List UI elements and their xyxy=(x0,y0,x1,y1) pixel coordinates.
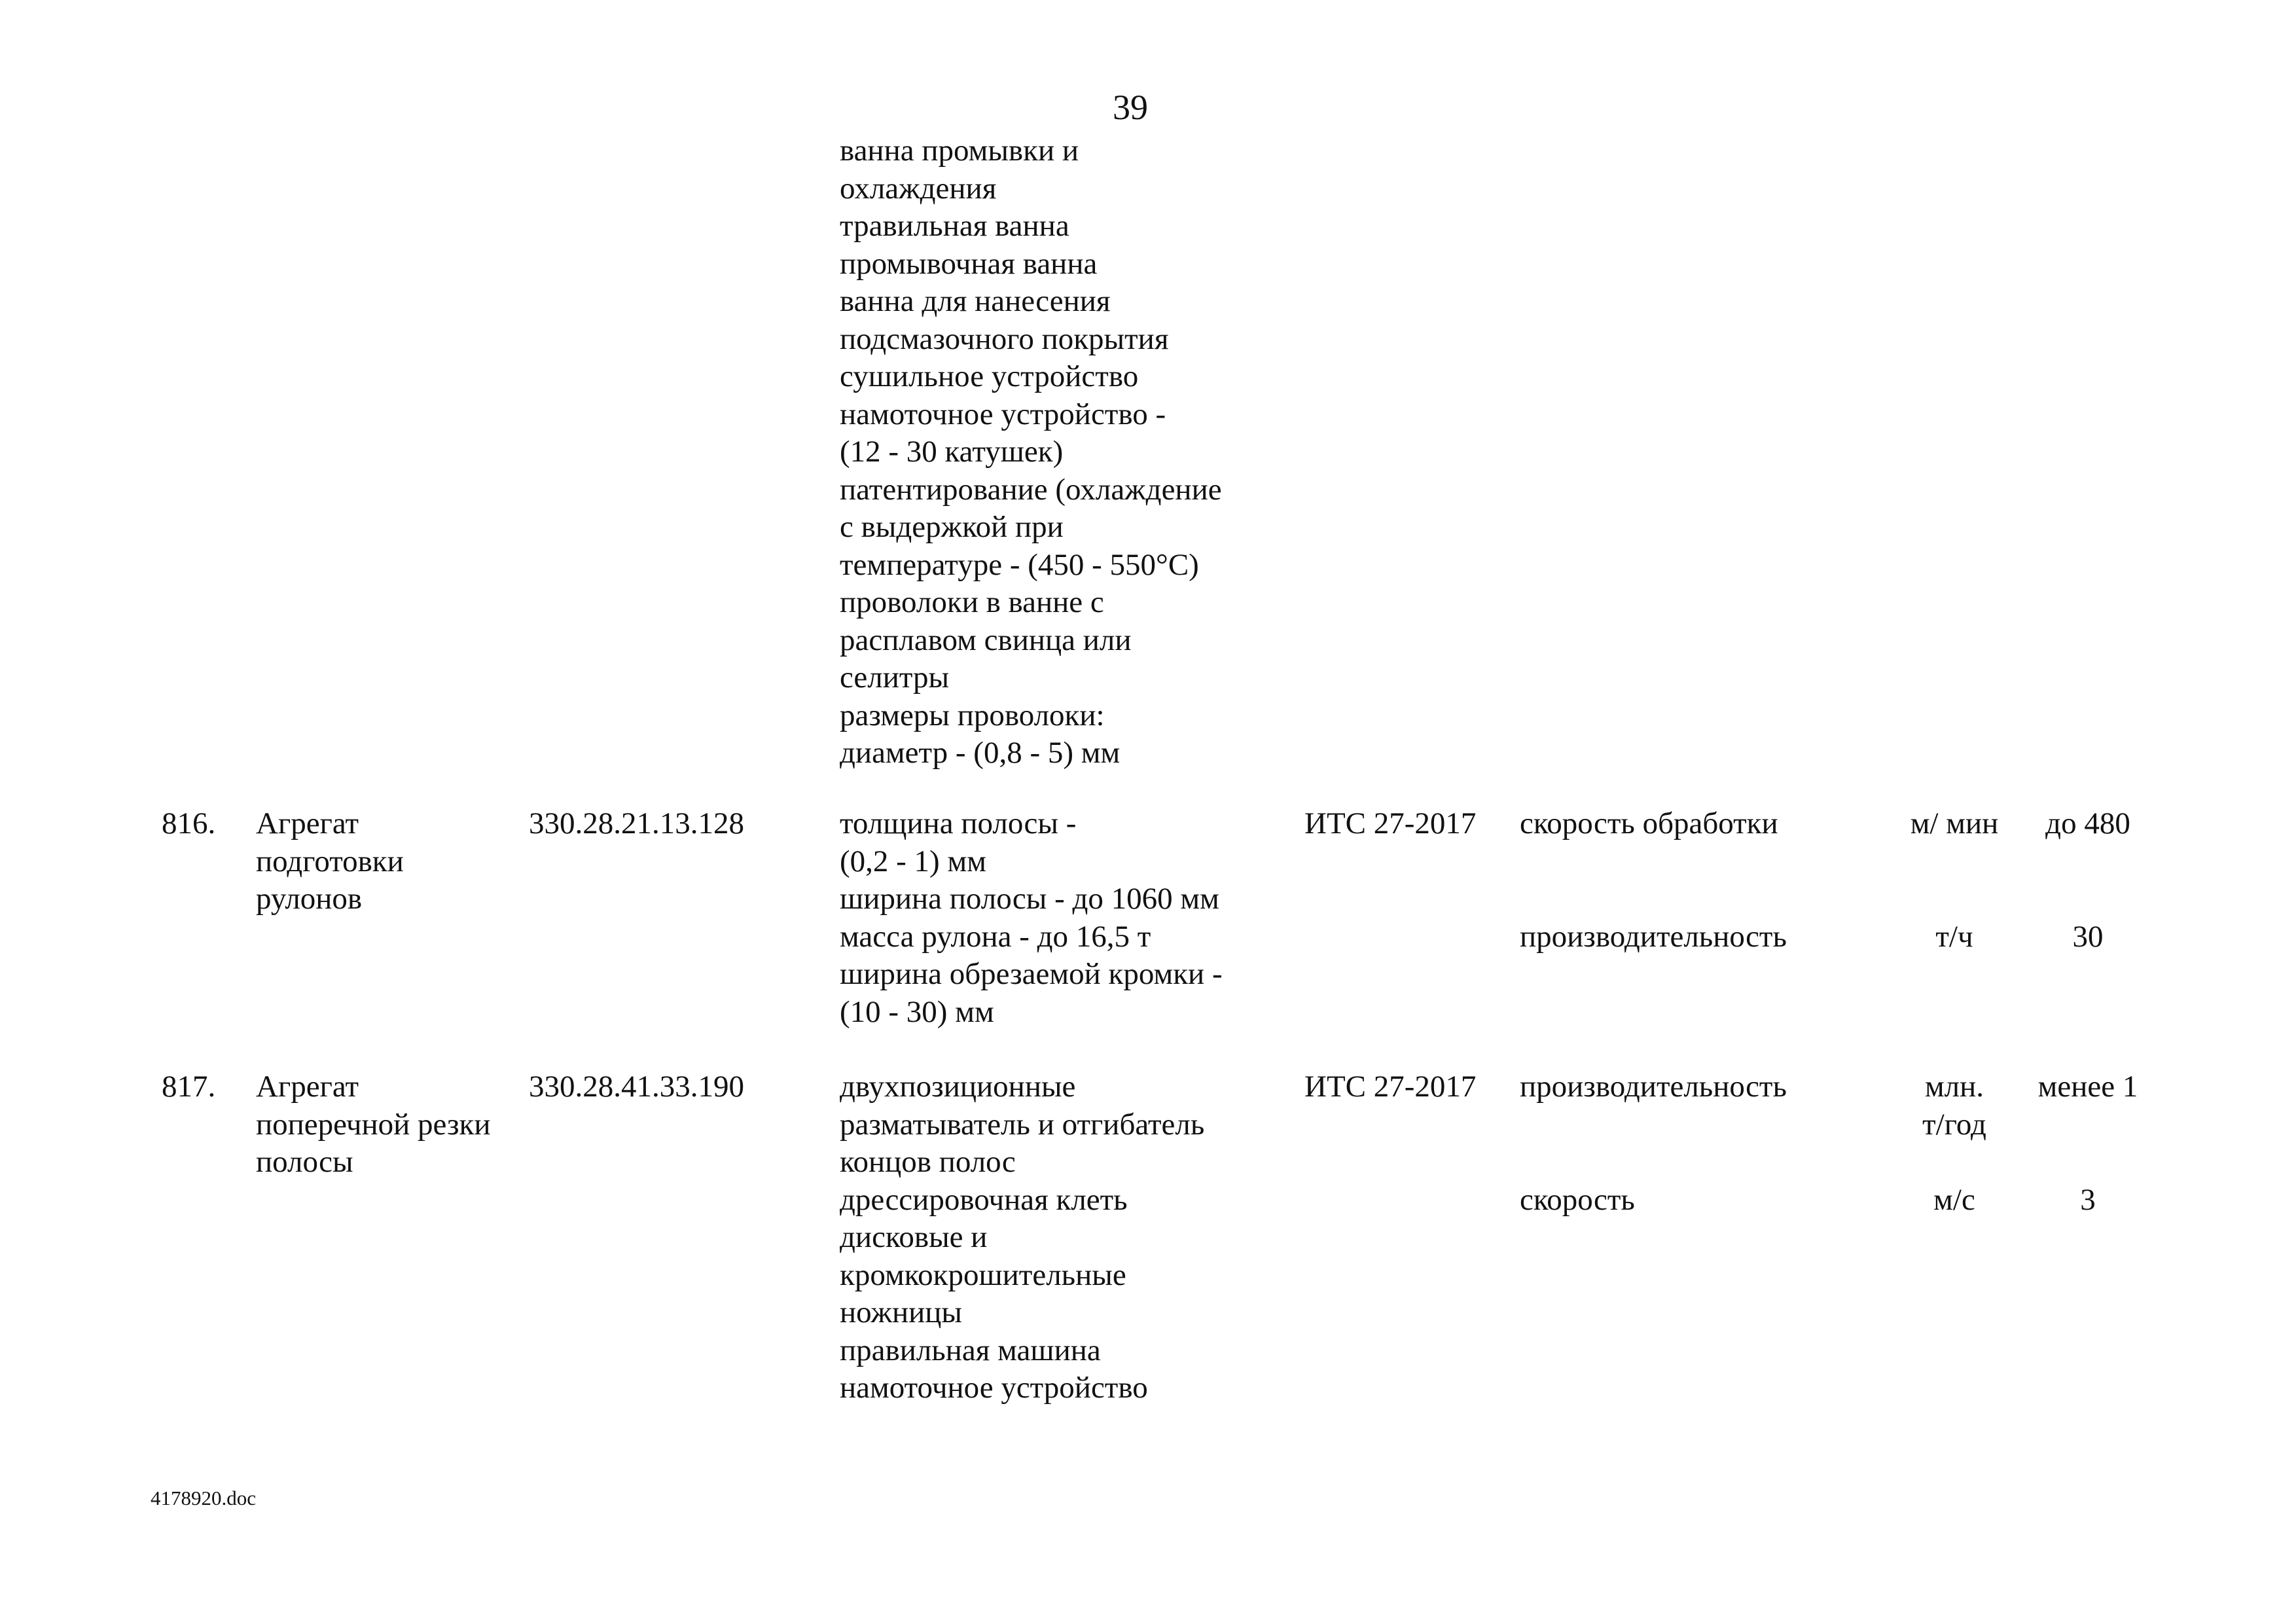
text-line: с выдержкой при xyxy=(840,510,1064,544)
text-line: разматыватель и отгибатель xyxy=(840,1107,1205,1142)
text-line: (12 - 30 катушек) xyxy=(840,435,1064,469)
equipment-name xyxy=(256,805,404,918)
text-line: кромкокрошительные xyxy=(840,1257,1126,1292)
okpd-code: 330.28.21.13.128 xyxy=(529,806,744,840)
text-line: Агрегат xyxy=(256,1070,359,1104)
row-number: 817. xyxy=(162,1070,216,1104)
text-line: рулонов xyxy=(256,882,363,916)
text-line: концов полос xyxy=(840,1145,1016,1179)
text-line: расплавом свинца или xyxy=(840,623,1132,657)
parameter-name: скорость обработки xyxy=(1520,806,1778,840)
its-reference: ИТС 27-2017 xyxy=(1304,1070,1477,1104)
parameter-value: 30 xyxy=(2072,920,2104,954)
text-line: ванна для нанесения xyxy=(840,284,1111,318)
text-line: (0,2 - 1) мм xyxy=(840,844,986,878)
equipment-name xyxy=(256,1068,491,1182)
parameter-unit xyxy=(1882,1068,2026,1144)
text-line: Агрегат xyxy=(256,806,359,840)
text-line: двухпозиционные xyxy=(840,1070,1076,1104)
text-line: промывочная ванна xyxy=(840,246,1098,281)
text-line: полосы xyxy=(256,1145,353,1179)
parameter-unit xyxy=(1882,1182,2026,1219)
parameter-name: производительность xyxy=(1520,920,1787,954)
its-reference: ИТС 27-2017 xyxy=(1304,806,1477,840)
text-line: правильная машина xyxy=(840,1333,1101,1367)
text-line: селитры xyxy=(840,660,950,695)
text-line: м/ мин xyxy=(1910,806,1999,840)
text-line: дисковые и xyxy=(840,1220,988,1254)
page-number: 39 xyxy=(1113,88,1148,127)
text-line: ширина полосы - до 1060 мм xyxy=(840,882,1219,916)
document-filename: 4178920.doc xyxy=(151,1487,257,1509)
parameter-name: скорость xyxy=(1520,1183,1635,1217)
parameter-unit xyxy=(1882,918,2026,956)
text-line: температуре - (450 - 550°C) xyxy=(840,547,1199,582)
text-line: т/год xyxy=(1922,1107,1986,1142)
parameter-unit xyxy=(1882,805,2026,843)
text-line: подсмазочного покрытия xyxy=(840,321,1169,356)
text-line: охлаждения xyxy=(840,171,997,206)
parameter-value: до 480 xyxy=(2045,806,2130,840)
text-line: м/с xyxy=(1933,1183,1975,1217)
parameter-name: производительность xyxy=(1520,1070,1787,1104)
characteristics xyxy=(840,805,1223,1031)
continuation-characteristics xyxy=(840,132,1222,772)
parameter-value: менее 1 xyxy=(2037,1070,2138,1104)
text-line: ширина обрезаемой кромки - xyxy=(840,957,1223,991)
text-line: ванна промывки и xyxy=(840,134,1079,168)
text-line: т/ч xyxy=(1935,920,1973,954)
text-line: намоточное устройство xyxy=(840,1371,1148,1405)
text-line: подготовки xyxy=(256,844,404,878)
text-line: ножницы xyxy=(840,1295,962,1329)
text-line: толщина полосы - xyxy=(840,806,1077,840)
okpd-code: 330.28.41.33.190 xyxy=(529,1070,744,1104)
text-line: диаметр - (0,8 - 5) мм xyxy=(840,736,1121,770)
text-line: травильная ванна xyxy=(840,209,1069,243)
text-line: размеры проволоки: xyxy=(840,698,1105,732)
text-line: млн. xyxy=(1924,1070,1984,1104)
text-line: масса рулона - до 16,5 т xyxy=(840,919,1151,954)
row-number: 816. xyxy=(162,806,216,840)
text-line: поперечной резки xyxy=(256,1107,491,1142)
text-line: проволоки в ванне с xyxy=(840,585,1104,619)
text-line: сушильное устройство xyxy=(840,359,1139,393)
text-line: патентирование (охлаждение xyxy=(840,472,1222,507)
text-line: намоточное устройство - xyxy=(840,397,1166,431)
characteristics xyxy=(840,1068,1204,1407)
parameter-value: 3 xyxy=(2080,1183,2096,1217)
text-line: (10 - 30) мм xyxy=(840,994,994,1029)
text-line: дрессировочная клеть xyxy=(840,1182,1128,1217)
